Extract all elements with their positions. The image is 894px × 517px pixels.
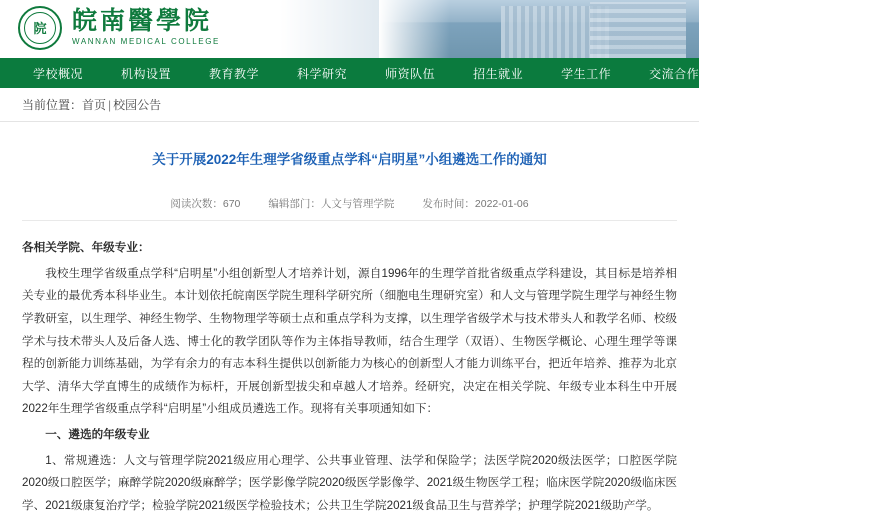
nav-item-school-overview[interactable]: 学校概况: [33, 66, 84, 81]
breadcrumb-home-link[interactable]: 首页: [82, 98, 107, 112]
breadcrumb-current: 校园公告: [113, 98, 162, 112]
breadcrumb-separator: |: [108, 98, 112, 112]
meta-department: [268, 196, 394, 211]
school-seal-text: 院: [33, 20, 47, 36]
school-seal-icon: [18, 6, 62, 50]
main-navigation: [0, 58, 876, 88]
nav-item-cooperation[interactable]: 交流合作: [649, 66, 700, 81]
school-name-en: WANNAN MEDICAL COLLEGE: [72, 37, 220, 47]
article-container: [0, 150, 699, 517]
nav-item-service-hall[interactable]: 办事大厅: [825, 66, 876, 81]
article-paragraph-intro: 我校生理学省级重点学科“启明星”小组创新型人才培养计划，源自1996年的生理学首批省级重点学科建设，其目标是培养相关专业的最优秀本科毕业生。本计划依托皖南医学院生理科学研究所（细胞电生理研究室）和人文与管理学院生理学与神经生物学教研室，以生理学、神经生物学、生物物理学等硕士点和重点学科为支撑，以生理学省级学术与技术带头人和教学名师、校级学术与技术带头人及后备人选、博士化的教学团队等作为主体指导教师，结合生理学（双语）、生物医学概论、心理生理学等课程的创新能力训练基础，为学有余力的有志本科生提供以创新能力为核心的创新型人才能力训练平台，把近年培养、推荐为北京大学、清华大学直博生的成绩作为标杆，开展创新型拔尖和卓越人才培养。经研究，决定在相关学院、年级专业本科生中开展2022年生理学省级重点学科“启明星”小组成员遴选工作。现将有关事项通知如下：: [22, 266, 677, 416]
article-meta: [22, 196, 677, 221]
nav-item-campus-culture[interactable]: 校园文化: [737, 66, 788, 81]
site-header-banner: [0, 0, 699, 58]
school-name-block: [72, 9, 220, 47]
meta-date-label: 发布时间：: [422, 198, 475, 211]
article-paragraph-greeting: 各相关学院、年级专业：: [22, 241, 150, 255]
nav-item-education[interactable]: 教育教学: [209, 66, 260, 81]
meta-views-value: 670: [222, 198, 241, 211]
nav-item-organization[interactable]: 机构设置: [121, 66, 172, 81]
breadcrumb-bar: [0, 88, 699, 122]
meta-department-value: 人文与管理学院: [320, 198, 395, 211]
breadcrumb: [22, 96, 161, 113]
nav-item-admissions[interactable]: 招生就业: [473, 66, 524, 81]
article-paragraph-selection-list: 1、常规遴选：人文与管理学院2021级应用心理学、公共事业管理、法学和保险学；法医学院2020级法医学；口腔医学院2020级口腔医学；麻醉学院2020级麻醉学；医学影像学院2020级医学影像学、2021级生物医学工程；临床医学院2020级临床医学、2021级康复治疗学；检验学院2021级医学检验技术；公共卫生学院2021级食品卫生与营养学；护理学院2021级助产学。: [22, 453, 677, 512]
nav-item-research[interactable]: 科学研究: [297, 66, 348, 81]
meta-department-label: 编辑部门：: [268, 198, 321, 211]
meta-date-value: 2022-01-06: [474, 198, 529, 211]
page-title: 关于开展2022年生理学省级重点学科“启明星”小组遴选工作的通知: [152, 152, 547, 167]
article-body: [22, 237, 677, 517]
meta-date: [422, 196, 528, 211]
site-logo[interactable]: [18, 6, 220, 50]
breadcrumb-prefix: 当前位置：: [22, 98, 83, 112]
meta-views-label: 阅读次数：: [170, 198, 223, 211]
nav-item-faculty[interactable]: 师资队伍: [385, 66, 436, 81]
school-name-cn: 皖南醫學院: [72, 8, 213, 36]
campus-photo: [379, 0, 699, 58]
article-section-heading: 一、遴选的年级专业: [45, 428, 150, 441]
meta-views: [170, 196, 240, 211]
nav-item-student-affairs[interactable]: 学生工作: [561, 66, 612, 81]
